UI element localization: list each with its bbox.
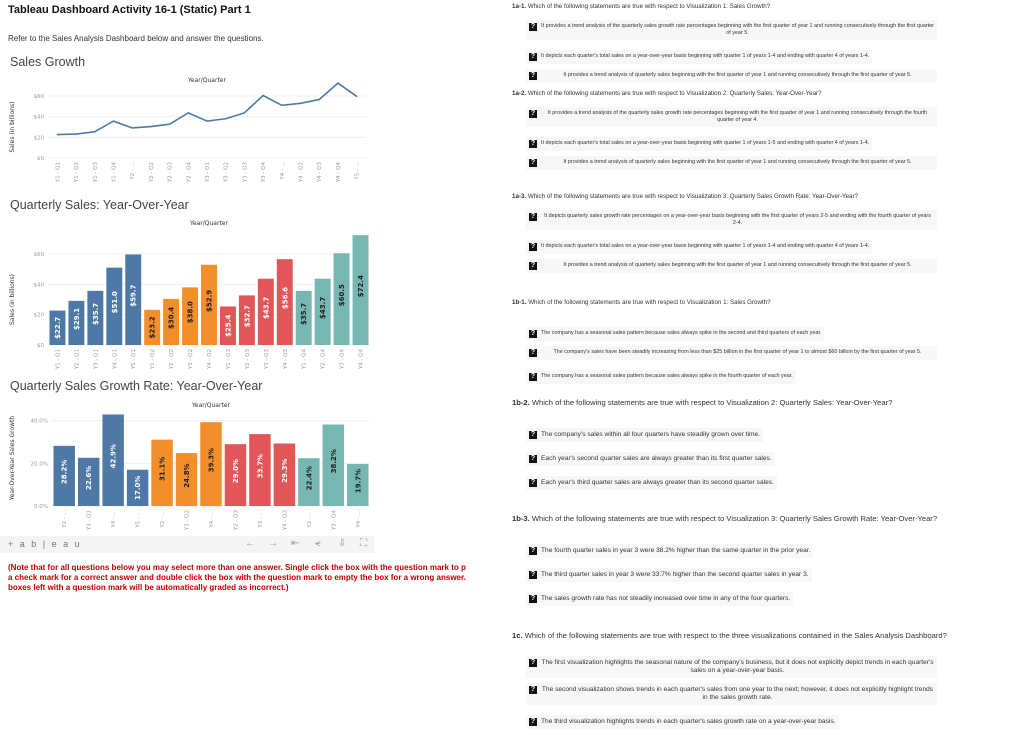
x-tick-label: Y2 - ...	[62, 510, 69, 528]
x-tick-label: Y1 - Q4	[301, 349, 308, 370]
question-mark-checkbox-icon[interactable]: ?	[530, 140, 536, 147]
question-mark-checkbox-icon[interactable]: ?	[530, 213, 536, 220]
x-tick-label: Y5 - ...	[135, 510, 142, 528]
question-mark-checkbox-icon[interactable]: ?	[530, 718, 536, 725]
bar-value-label: $32.7	[243, 305, 252, 328]
answer-option[interactable]	[526, 683, 937, 705]
data-point	[57, 134, 59, 136]
bar-value-label: $30.4	[167, 306, 176, 330]
y-tick-label: $40	[33, 114, 44, 121]
question-number: 1a-2.	[512, 90, 527, 97]
data-point	[150, 126, 152, 128]
note-line: boxes left with a question mark will be automatically graded as incorrect.)	[8, 583, 289, 592]
x-tick-label: Y5 - Q1	[131, 349, 138, 370]
option-text: Each year's third quarter sales are always greater than its second quarter sales.	[541, 479, 774, 486]
y-tick-label: $20	[33, 312, 44, 319]
question-prompt: Which of the following statements are true with respect to Visualization 2: Quarterly Sales: Year-Over-Year?	[531, 398, 893, 407]
x-tick-label: Y2 - Q2	[148, 162, 155, 183]
question-mark-checkbox-icon[interactable]: ?	[530, 431, 536, 438]
option-text: It depicts each quarter's total sales on a year-over-year basis beginning with quarter 1 of years 1-5 and ending with quarter 4 of years 1-4.	[541, 140, 870, 146]
y-axis-title: Sales (in billions)	[9, 273, 16, 326]
answer-option[interactable]	[526, 137, 872, 151]
bar-value-label: 17.0%	[134, 475, 143, 501]
question-mark-checkbox-icon[interactable]: ?	[530, 262, 536, 269]
bar-value-label: $59.7	[129, 284, 138, 307]
x-tick-label: Y1 - Q1	[55, 162, 62, 183]
answer-option[interactable]	[526, 715, 838, 729]
x-tick-label: Y3 - Q2	[184, 510, 191, 531]
x-axis-title: Year/Quarter	[192, 402, 230, 409]
bar-value-label: $43.7	[262, 296, 271, 319]
x-tick-label: Y2 - ...	[160, 510, 167, 528]
option-text: The company has a seasonal sales pattern because sales always spike in the second and third quarters of each year.	[541, 330, 822, 336]
option-text: It depicts quarterly sales growth rate percentages on a year-over-year basis beginning with the first quarter of years 2-5 and ending with the fourth quarter of years 2-4.	[544, 213, 931, 226]
option-text: The sales growth rate has not steadily increased over time in any of the four quarters.	[541, 595, 791, 602]
x-tick-label: Y4 - ...	[355, 510, 362, 528]
answer-options	[526, 539, 1017, 611]
question-mark-checkbox-icon[interactable]: ?	[530, 571, 536, 578]
x-tick-label: Y3 - Q4	[261, 162, 268, 183]
question-number: 1b-1.	[512, 299, 527, 306]
option-text: It provides a trend analysis of the quarterly sales growth rate percentages beginning with the first quarter of year 1 and running consecutively through the first quarter of year 5.	[541, 23, 934, 36]
question-text	[512, 398, 1017, 407]
bar-value-label: $35.7	[300, 302, 309, 326]
option-text: The first visualization highlights the seasonal nature of the company's business, but it does not explicitly depict trends in each quarter's sales on a year-over-year basis.	[541, 659, 934, 674]
question-mark-checkbox-icon[interactable]: ?	[530, 53, 536, 60]
x-tick-label: Y3 - Q1	[86, 510, 93, 531]
x-tick-label: Y1 - Q2	[74, 162, 81, 183]
data-point	[318, 99, 320, 101]
data-point	[169, 123, 171, 125]
question-text	[512, 193, 1017, 200]
x-tick-label: Y3 - Q1	[205, 162, 211, 183]
x-tick-label: Y2 - Q4	[186, 162, 193, 183]
question-mark-checkbox-icon[interactable]: ?	[530, 455, 536, 462]
x-tick-label: Y4 - Q4	[358, 349, 365, 370]
data-point	[94, 131, 96, 133]
x-tick-label: Y4 - Q1	[112, 349, 119, 370]
question-mark-checkbox-icon[interactable]: ?	[530, 110, 536, 117]
option-text: It depicts each quarter's total sales on a year-over-year basis beginning with quarter 1 of years 1-4 and ending with quarter 4 of years 1-4.	[541, 53, 870, 59]
option-text: It provides a trend analysis of quarterly sales beginning with the first quarter of year 1 and running consecutively through the first quarter of year 5.	[563, 159, 912, 165]
option-text: Each year's second quarter sales are always greater than its first quarter sales.	[541, 455, 772, 462]
answer-options	[526, 210, 1017, 273]
bar-value-label: 24.8%	[183, 463, 192, 488]
bar-value-label: $51.0	[110, 291, 119, 314]
data-point	[225, 118, 227, 120]
tableau-toolbar	[0, 536, 375, 553]
x-tick-label: Y2 - ...	[306, 510, 313, 528]
option-text: It depicts each quarter's total sales on a year-over-year basis beginning with quarter 1 of years 1-4 and ending with quarter 4 of years 1-4.	[541, 243, 870, 249]
question-mark-checkbox-icon[interactable]: ?	[530, 330, 536, 337]
data-point	[187, 112, 189, 114]
answer-option[interactable]	[526, 568, 812, 582]
question-prompt: Which of the following statements are true with respect to Visualization 1: Sales Growth?	[528, 299, 771, 306]
question-text	[512, 514, 1017, 523]
redo-icon[interactable]: →	[268, 538, 278, 549]
option-text: It provides a trend analysis of quarterly sales beginning with the first quarter of year 1 and running consecutively through the first quarter of year 5.	[563, 262, 912, 268]
answer-option[interactable]	[526, 240, 872, 254]
bar-value-label: $29.1	[72, 307, 81, 331]
bar-value-label: $38.0	[186, 301, 195, 324]
bar-value-label: $25.4	[224, 314, 233, 337]
question-mark-checkbox-icon[interactable]: ?	[530, 547, 536, 554]
sales-growth-line-chart	[0, 72, 380, 200]
data-point	[356, 96, 358, 98]
x-axis-title: Year/Quarter	[190, 220, 228, 227]
y-tick-label: $0	[37, 156, 44, 162]
option-text: The fourth quarter sales in year 3 were 38.2% higher than the same quarter in the prior year.	[541, 547, 811, 554]
y-tick-label: $20	[33, 135, 44, 142]
x-tick-label: Y2 - Q3	[233, 510, 240, 531]
question-number: 1b-3.	[512, 514, 530, 523]
answer-option[interactable]	[526, 346, 937, 360]
answer-option[interactable]	[526, 428, 763, 442]
answer-option[interactable]	[526, 544, 813, 558]
question-number: 1a-1.	[512, 3, 527, 10]
data-point	[75, 133, 77, 135]
x-tick-label: Y1 - Q4	[111, 162, 118, 183]
bar-value-label: 22.4%	[305, 465, 314, 491]
question-mark-checkbox-icon[interactable]: ?	[530, 349, 536, 356]
share-icon[interactable]: ⪪	[315, 538, 321, 549]
quarterly-sales-bar-chart	[0, 215, 380, 380]
question-prompt: Which of the following statements are true with respect to the three visualizations contained in the Sales Analysis Dashboard?	[524, 631, 947, 640]
x-tick-label: Y1 - Q3	[92, 162, 99, 183]
option-text: It provides a trend analysis of the quarterly sales growth rate percentages beginning with the first quarter of year 1 and running consecutively through the fourth quarter of year 4.	[547, 110, 928, 123]
fullscreen-icon[interactable]: ⛶	[360, 538, 367, 549]
y-tick-label: $40	[33, 282, 44, 289]
question-prompt: Which of the following statements are true with respect to Visualization 3: Quarterly Sales Growth Rate: Year-Over-Year?	[527, 193, 859, 200]
option-text: The third visualization highlights trends in each quarter's sales growth rate on a year-over-year basis.	[541, 718, 836, 725]
answer-option[interactable]	[526, 476, 777, 490]
question-mark-checkbox-icon[interactable]: ?	[530, 373, 536, 380]
bar-value-label: $56.6	[281, 287, 290, 310]
x-tick-label: Y2 - Q3	[167, 162, 174, 183]
revert-icon[interactable]: ⇤	[291, 538, 300, 549]
y-tick-label: $60	[33, 94, 44, 100]
bar-value-label: $52.9	[205, 289, 214, 312]
answer-option[interactable]	[526, 327, 824, 341]
bar-value-label: 22.6%	[85, 465, 94, 491]
answer-option[interactable]	[526, 370, 796, 384]
instructions-note	[8, 563, 508, 593]
note-line: (Note that for all questions below you may select more than one answer. Single click the box with the question mark to p	[8, 563, 466, 572]
question-mark-checkbox-icon[interactable]: ?	[530, 479, 536, 486]
x-tick-label: Y4 - ...	[111, 510, 118, 528]
question-1b-1	[512, 299, 1017, 389]
y-tick-label: 0.0%	[34, 504, 48, 510]
x-tick-label: Y3 - ...	[257, 510, 264, 528]
x-tick-label: Y5 - ...	[354, 162, 361, 180]
answer-option[interactable]	[526, 452, 775, 466]
data-point	[131, 127, 133, 129]
question-text	[512, 90, 1017, 97]
y-tick-label: 40.0%	[30, 418, 48, 425]
question-prompt: Which of the following statements are true with respect to Visualization 1: Sales Growth?	[527, 3, 771, 10]
bar-value-label: 42.9%	[109, 444, 118, 469]
x-tick-label: Y1 - Q3	[225, 349, 232, 370]
question-number: 1a-3.	[512, 193, 527, 200]
x-tick-label: Y3 - Q4	[331, 510, 338, 531]
option-text: The company's sales have been steadily increasing from less than $25 billion in the first quarter of year 1 to almost $60 billion by the first quarter of year 5.	[553, 349, 922, 355]
answer-option[interactable]	[526, 656, 937, 678]
download-icon[interactable]: ⇩	[338, 538, 347, 549]
x-tick-label: Y1 - Q2	[150, 349, 157, 370]
answer-options	[526, 20, 1017, 83]
undo-icon[interactable]: ←	[245, 538, 255, 549]
question-1b-2	[512, 398, 1017, 495]
bar-value-label: 33.7%	[256, 453, 265, 479]
option-text: It provides a trend analysis of quarterly sales beginning with the first quarter of year 1 and running consecutively through the first quarter of year 5.	[563, 72, 912, 78]
x-tick-label: Y3 - Q1	[93, 349, 100, 370]
data-point	[281, 105, 283, 107]
question-prompt: Which of the following statements are true with respect to Visualization 3: Quarterly Sales Growth Rate: Year-Over-Year?	[531, 514, 938, 523]
x-tick-label: Y4 - Q3	[282, 349, 289, 370]
question-number: 1b-2.	[512, 398, 530, 407]
question-mark-checkbox-icon[interactable]: ?	[530, 159, 536, 166]
x-tick-label: Y2 - Q3	[244, 349, 251, 370]
question-1b-3	[512, 514, 1017, 611]
answer-options	[526, 423, 1017, 495]
option-text: The second visualization shows trends in each quarter's sales from one year to the next; however, it does not explicitly highlight trends in the sales growth rate.	[541, 686, 934, 701]
x-tick-label: Y2 - Q1	[74, 349, 81, 370]
bar-value-label: 39.3%	[207, 447, 216, 473]
x-tick-label: Y4 - Q2	[207, 349, 213, 370]
x-tick-label: Y4 - Q4	[335, 162, 342, 183]
question-mark-checkbox-icon[interactable]: ?	[530, 595, 536, 602]
bar-value-label: 38.2%	[329, 449, 338, 474]
bar-value-label: 29.3%	[280, 458, 289, 483]
answer-options	[526, 656, 1017, 734]
sales-line	[57, 83, 356, 134]
bar-value-label: 31.1%	[158, 456, 167, 481]
bar-value-label: $23.2	[148, 316, 157, 339]
question-prompt: Which of the following statements are true with respect to Visualization 2: Quarterly Sales: Year-Over-Year?	[527, 90, 822, 97]
question-mark-checkbox-icon[interactable]: ?	[530, 23, 536, 30]
y-axis-title: Sales (in billions)	[9, 101, 16, 153]
bar-value-label: $72.4	[357, 275, 366, 298]
data-point	[337, 82, 339, 84]
x-tick-label: Y4 - ...	[279, 162, 286, 180]
answer-option[interactable]	[526, 107, 937, 127]
x-tick-label: Y4 - Q3	[282, 510, 289, 531]
x-axis-title: Year/Quarter	[188, 77, 226, 84]
y-tick-label: $0	[37, 343, 44, 349]
question-mark-checkbox-icon[interactable]: ?	[530, 72, 536, 79]
bar-value-label: $60.5	[338, 284, 347, 307]
bar-value-label: 19.7%	[354, 468, 363, 494]
answer-option[interactable]	[526, 69, 937, 83]
question-text	[512, 3, 1017, 10]
question-text	[512, 299, 1017, 306]
x-tick-label: Y3 - Q2	[188, 349, 195, 370]
answer-option[interactable]	[526, 156, 937, 170]
question-mark-checkbox-icon[interactable]: ?	[530, 243, 536, 250]
question-1a-3	[512, 193, 1017, 278]
option-text: The third quarter sales in year 3 were 33.7% higher than the second quarter sales in year 3.	[541, 571, 809, 578]
page-title: Tableau Dashboard Activity 16-1 (Static) Part 1	[8, 4, 251, 16]
x-tick-label: Y4 - Q2	[298, 162, 305, 183]
question-text	[512, 631, 1017, 640]
answer-option[interactable]	[526, 50, 872, 64]
answer-option[interactable]	[526, 259, 937, 273]
bar-value-label: 29.0%	[231, 458, 240, 484]
x-tick-label: Y4 - ...	[209, 510, 215, 528]
bar-value-label: $43.7	[319, 296, 328, 319]
growth-rate-bar-chart	[0, 396, 380, 536]
question-1c	[512, 631, 1017, 734]
bar-value-label: 28.2%	[60, 459, 69, 485]
question-number: 1c.	[512, 631, 523, 640]
option-text: The company has a seasonal sales pattern because sales always spike in the fourth quarter of each year.	[541, 373, 793, 379]
option-text: The company's sales within all four quarters have steadily grown over time.	[541, 431, 760, 438]
data-point	[262, 95, 264, 97]
answer-option[interactable]	[526, 210, 937, 230]
x-tick-label: Y4 - Q3	[317, 162, 324, 183]
answer-option[interactable]	[526, 592, 793, 606]
x-tick-label: Y2 - ...	[130, 162, 137, 180]
x-tick-label: Y3 - Q3	[242, 161, 249, 183]
chart1-title: Sales Growth	[10, 55, 86, 69]
y-tick-label: 20.0%	[30, 461, 48, 468]
data-point	[300, 103, 302, 105]
chart2-title: Quarterly Sales: Year-Over-Year	[10, 198, 189, 212]
x-tick-label: Y3 - Q3	[263, 349, 270, 370]
y-axis-title: Year-Over-Year Sales Growth	[9, 415, 16, 501]
note-line: a check mark for a correct answer and double click the box with the question mark to empty the box for a wrong answer.	[8, 573, 466, 582]
data-point	[113, 120, 115, 122]
question-mark-checkbox-icon[interactable]: ?	[530, 686, 536, 693]
bar-value-label: $35.7	[91, 302, 100, 326]
data-point	[244, 112, 246, 114]
data-point	[206, 120, 208, 122]
y-tick-label: $60	[33, 252, 44, 258]
tableau-logo: + a b | e a u	[8, 539, 82, 549]
chart3-title: Quarterly Sales Growth Rate: Year-Over-Year	[10, 379, 263, 393]
answer-option[interactable]	[526, 20, 937, 40]
question-mark-checkbox-icon[interactable]: ?	[530, 659, 536, 666]
bar-value-label: $22.7	[53, 316, 62, 339]
question-1a-1	[512, 3, 1017, 88]
x-tick-label: Y2 - Q4	[320, 349, 327, 370]
x-tick-label: Y3 - Q4	[339, 349, 346, 370]
intro-text: Refer to the Sales Analysis Dashboard below and answer the questions.	[8, 34, 264, 43]
x-tick-label: Y1 - Q1	[55, 349, 62, 370]
x-tick-label: Y3 - Q2	[223, 162, 230, 183]
answer-options	[526, 322, 1017, 389]
answer-options	[526, 107, 1017, 170]
x-tick-label: Y2 - Q2	[169, 349, 176, 370]
question-1a-2	[512, 90, 1017, 175]
